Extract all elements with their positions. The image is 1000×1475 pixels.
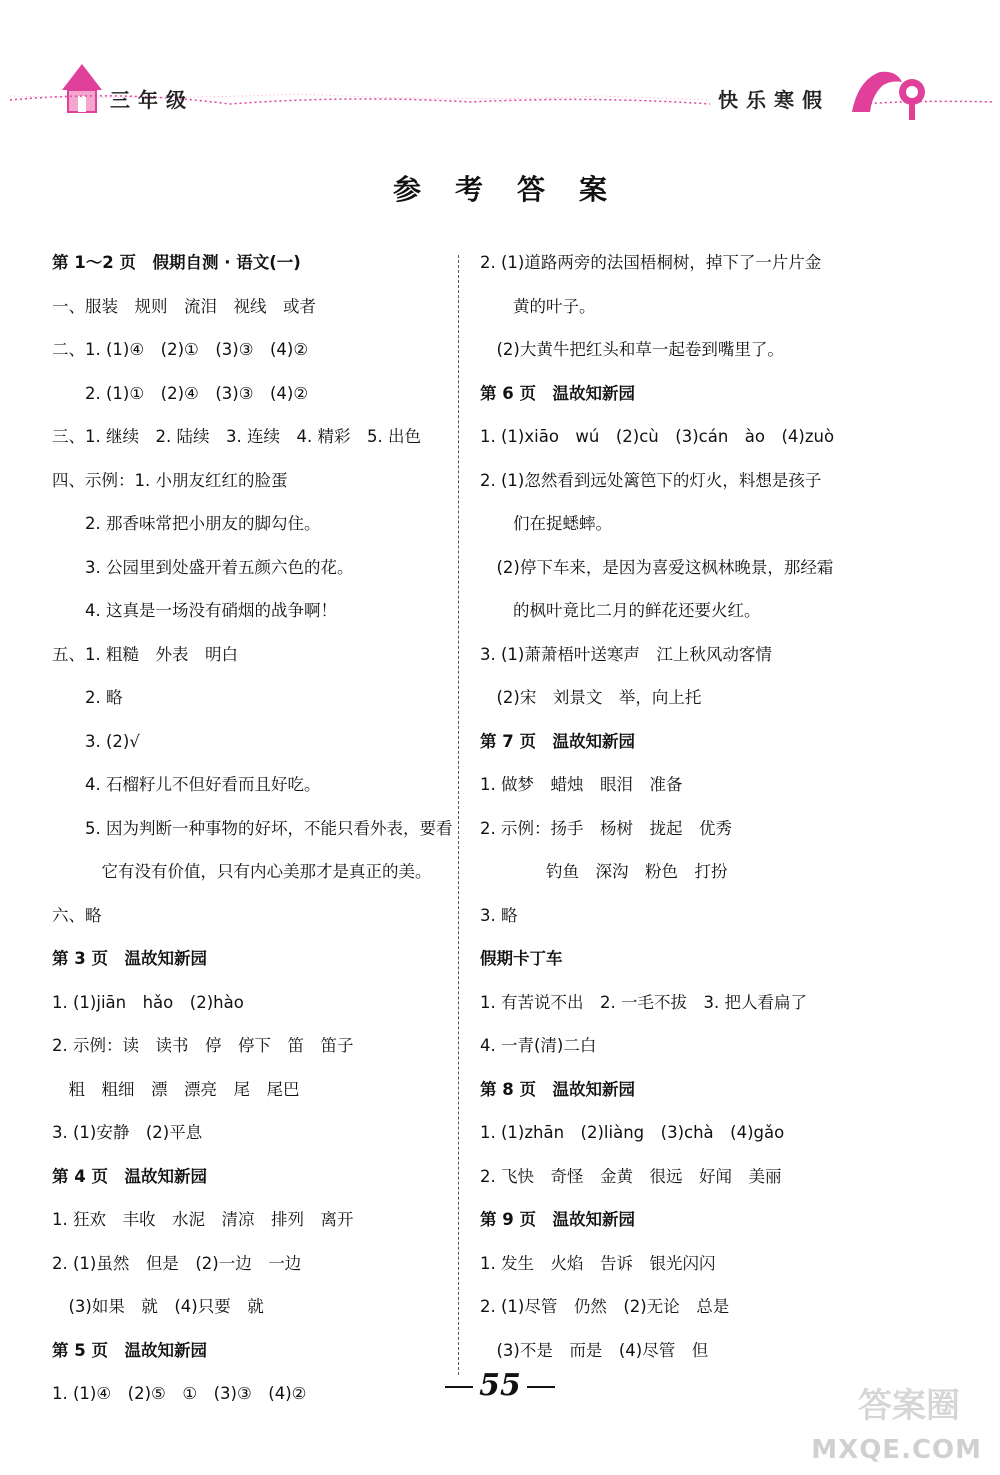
- answer-line: 1. 做梦 蜡烛 眼泪 准备: [480, 775, 683, 794]
- section-heading: 假期卡丁车: [480, 949, 563, 968]
- answer-line: 4. 这真是一场没有硝烟的战争啊！: [52, 601, 337, 620]
- dolphin-icon: [852, 72, 925, 120]
- answer-line: 1. 发生 火焰 告诉 银光闪闪: [480, 1253, 716, 1273]
- page-number: [0, 1368, 1000, 1403]
- answer-line: 钓鱼 深沟 粉色 打扮: [480, 862, 728, 881]
- answer-line: 3. (2)√: [52, 731, 140, 751]
- answer-line: 的枫叶竟比二月的鲜花还要火红。: [480, 601, 761, 620]
- answer-line: 们在捉蟋蟀。: [480, 514, 612, 533]
- answer-line: (2)停下车来，是因为喜爱这枫林晚景，那经霜: [480, 557, 834, 577]
- page-number-value: 55: [479, 1368, 521, 1403]
- watermark-logo: 答案圈: [858, 1386, 960, 1426]
- answer-line: 三、1. 继续 2. 陆续 3. 连续 4. 精彩 5. 出色: [52, 427, 421, 446]
- answer-line: (3)如果 就 (4)只要 就: [52, 1297, 264, 1316]
- answer-line: 黄的叶子。: [480, 296, 596, 316]
- answer-line: 2. 那香味常把小朋友的脚勾住。: [52, 514, 321, 533]
- series-label: 快乐寒假: [718, 88, 830, 112]
- answer-line: 5. 因为判断一种事物的好坏，不能只看外表，要看: [52, 818, 453, 838]
- answer-line: (3)不是 而是 (4)尽管 但: [480, 1340, 709, 1360]
- answer-line: 2. (1)虽然 但是 (2)一边 一边: [52, 1253, 302, 1273]
- answer-line: (2)宋 刘景文 举，向上托: [480, 688, 702, 707]
- answer-line: 六、略: [52, 905, 102, 925]
- section-heading: 第 1～2 页 假期自测 · 语文(一): [52, 253, 301, 272]
- answer-line: 一、服装 规则 流泪 视线 或者: [52, 296, 316, 316]
- section-heading: 第 8 页 温故知新园: [480, 1079, 635, 1099]
- answer-line: 2. (1)① (2)④ (3)③ (4)②: [52, 383, 309, 403]
- answer-line: 粗 粗细 漂 漂亮 尾 尾巴: [52, 1079, 300, 1099]
- answer-line: 3. (1)安静 (2)平息: [52, 1123, 203, 1142]
- answer-line: 2. 略: [52, 688, 123, 707]
- answer-line: 2. 示例：读 读书 停 停下 笛 笛子: [52, 1036, 354, 1055]
- page-title: 参考答案: [392, 173, 641, 206]
- answer-line: 3. (1)萧萧梧叶送寒声 江上秋风动客情: [480, 644, 772, 664]
- answer-line: 1. (1)xiāo wú (2)cù (3)cán ào (4)zuò: [480, 427, 835, 446]
- answer-line: 2. 示例：扬手 杨树 拢起 优秀: [480, 818, 732, 838]
- page-header: [0, 0, 1000, 130]
- section-heading: 第 9 页 温故知新园: [480, 1210, 635, 1229]
- section-heading: 第 5 页 温故知新园: [52, 1340, 207, 1360]
- answer-line: 它有没有价值，只有内心美那才是真正的美。: [52, 862, 432, 881]
- answer-line: 2. (1)忽然看到远处篱笆下的灯火，料想是孩子: [480, 470, 822, 490]
- answer-line: (2)大黄牛把红头和草一起卷到嘴里了。: [480, 340, 784, 359]
- section-heading: 第 6 页 温故知新园: [480, 383, 635, 403]
- answer-line: 2. (1)道路两旁的法国梧桐树，掉下了一片片金: [480, 253, 822, 272]
- answer-line: 2. (1)尽管 仍然 (2)无论 总是: [480, 1297, 730, 1316]
- answers-left-column: [52, 248, 453, 1423]
- grade-label: 三年级: [110, 88, 194, 112]
- answer-line: 二、1. (1)④ (2)① (3)③ (4)②: [52, 340, 309, 359]
- section-heading: 第 4 页 温故知新园: [52, 1166, 207, 1186]
- answer-line: 3. 略: [480, 905, 518, 925]
- house-icon: [62, 64, 102, 112]
- answer-line: 3. 公园里到处盛开着五颜六色的花。: [52, 557, 354, 577]
- column-divider: [458, 255, 459, 1375]
- answer-line: 4. 一青(清)二白: [480, 1036, 597, 1055]
- section-heading: 第 7 页 温故知新园: [480, 731, 635, 751]
- answer-line: 1. (1)zhān (2)liàng (3)chà (4)gǎo: [480, 1123, 785, 1142]
- answer-line: 1. (1)jiān hǎo (2)hào: [52, 992, 244, 1012]
- answer-line: 4. 石榴籽儿不但好看而且好吃。: [52, 775, 321, 794]
- answers-right-column: [480, 248, 880, 1379]
- watermark: MXQE.COM: [811, 1435, 982, 1465]
- section-heading: 第 3 页 温故知新园: [52, 949, 207, 968]
- answer-line: 1. 狂欢 丰收 水泥 清凉 排列 离开: [52, 1210, 354, 1229]
- answer-line: 2. 飞快 奇怪 金黄 很远 好闻 美丽: [480, 1166, 782, 1186]
- answer-line: 五、1. 粗糙 外表 明白: [52, 644, 238, 664]
- answer-line: 1. (1)④ (2)⑤ ① (3)③ (4)②: [52, 1384, 307, 1403]
- answer-line: 四、示例：1. 小朋友红红的脸蛋: [52, 470, 288, 490]
- answer-line: 1. 有苦说不出 2. 一毛不拔 3. 把人看扁了: [480, 992, 807, 1012]
